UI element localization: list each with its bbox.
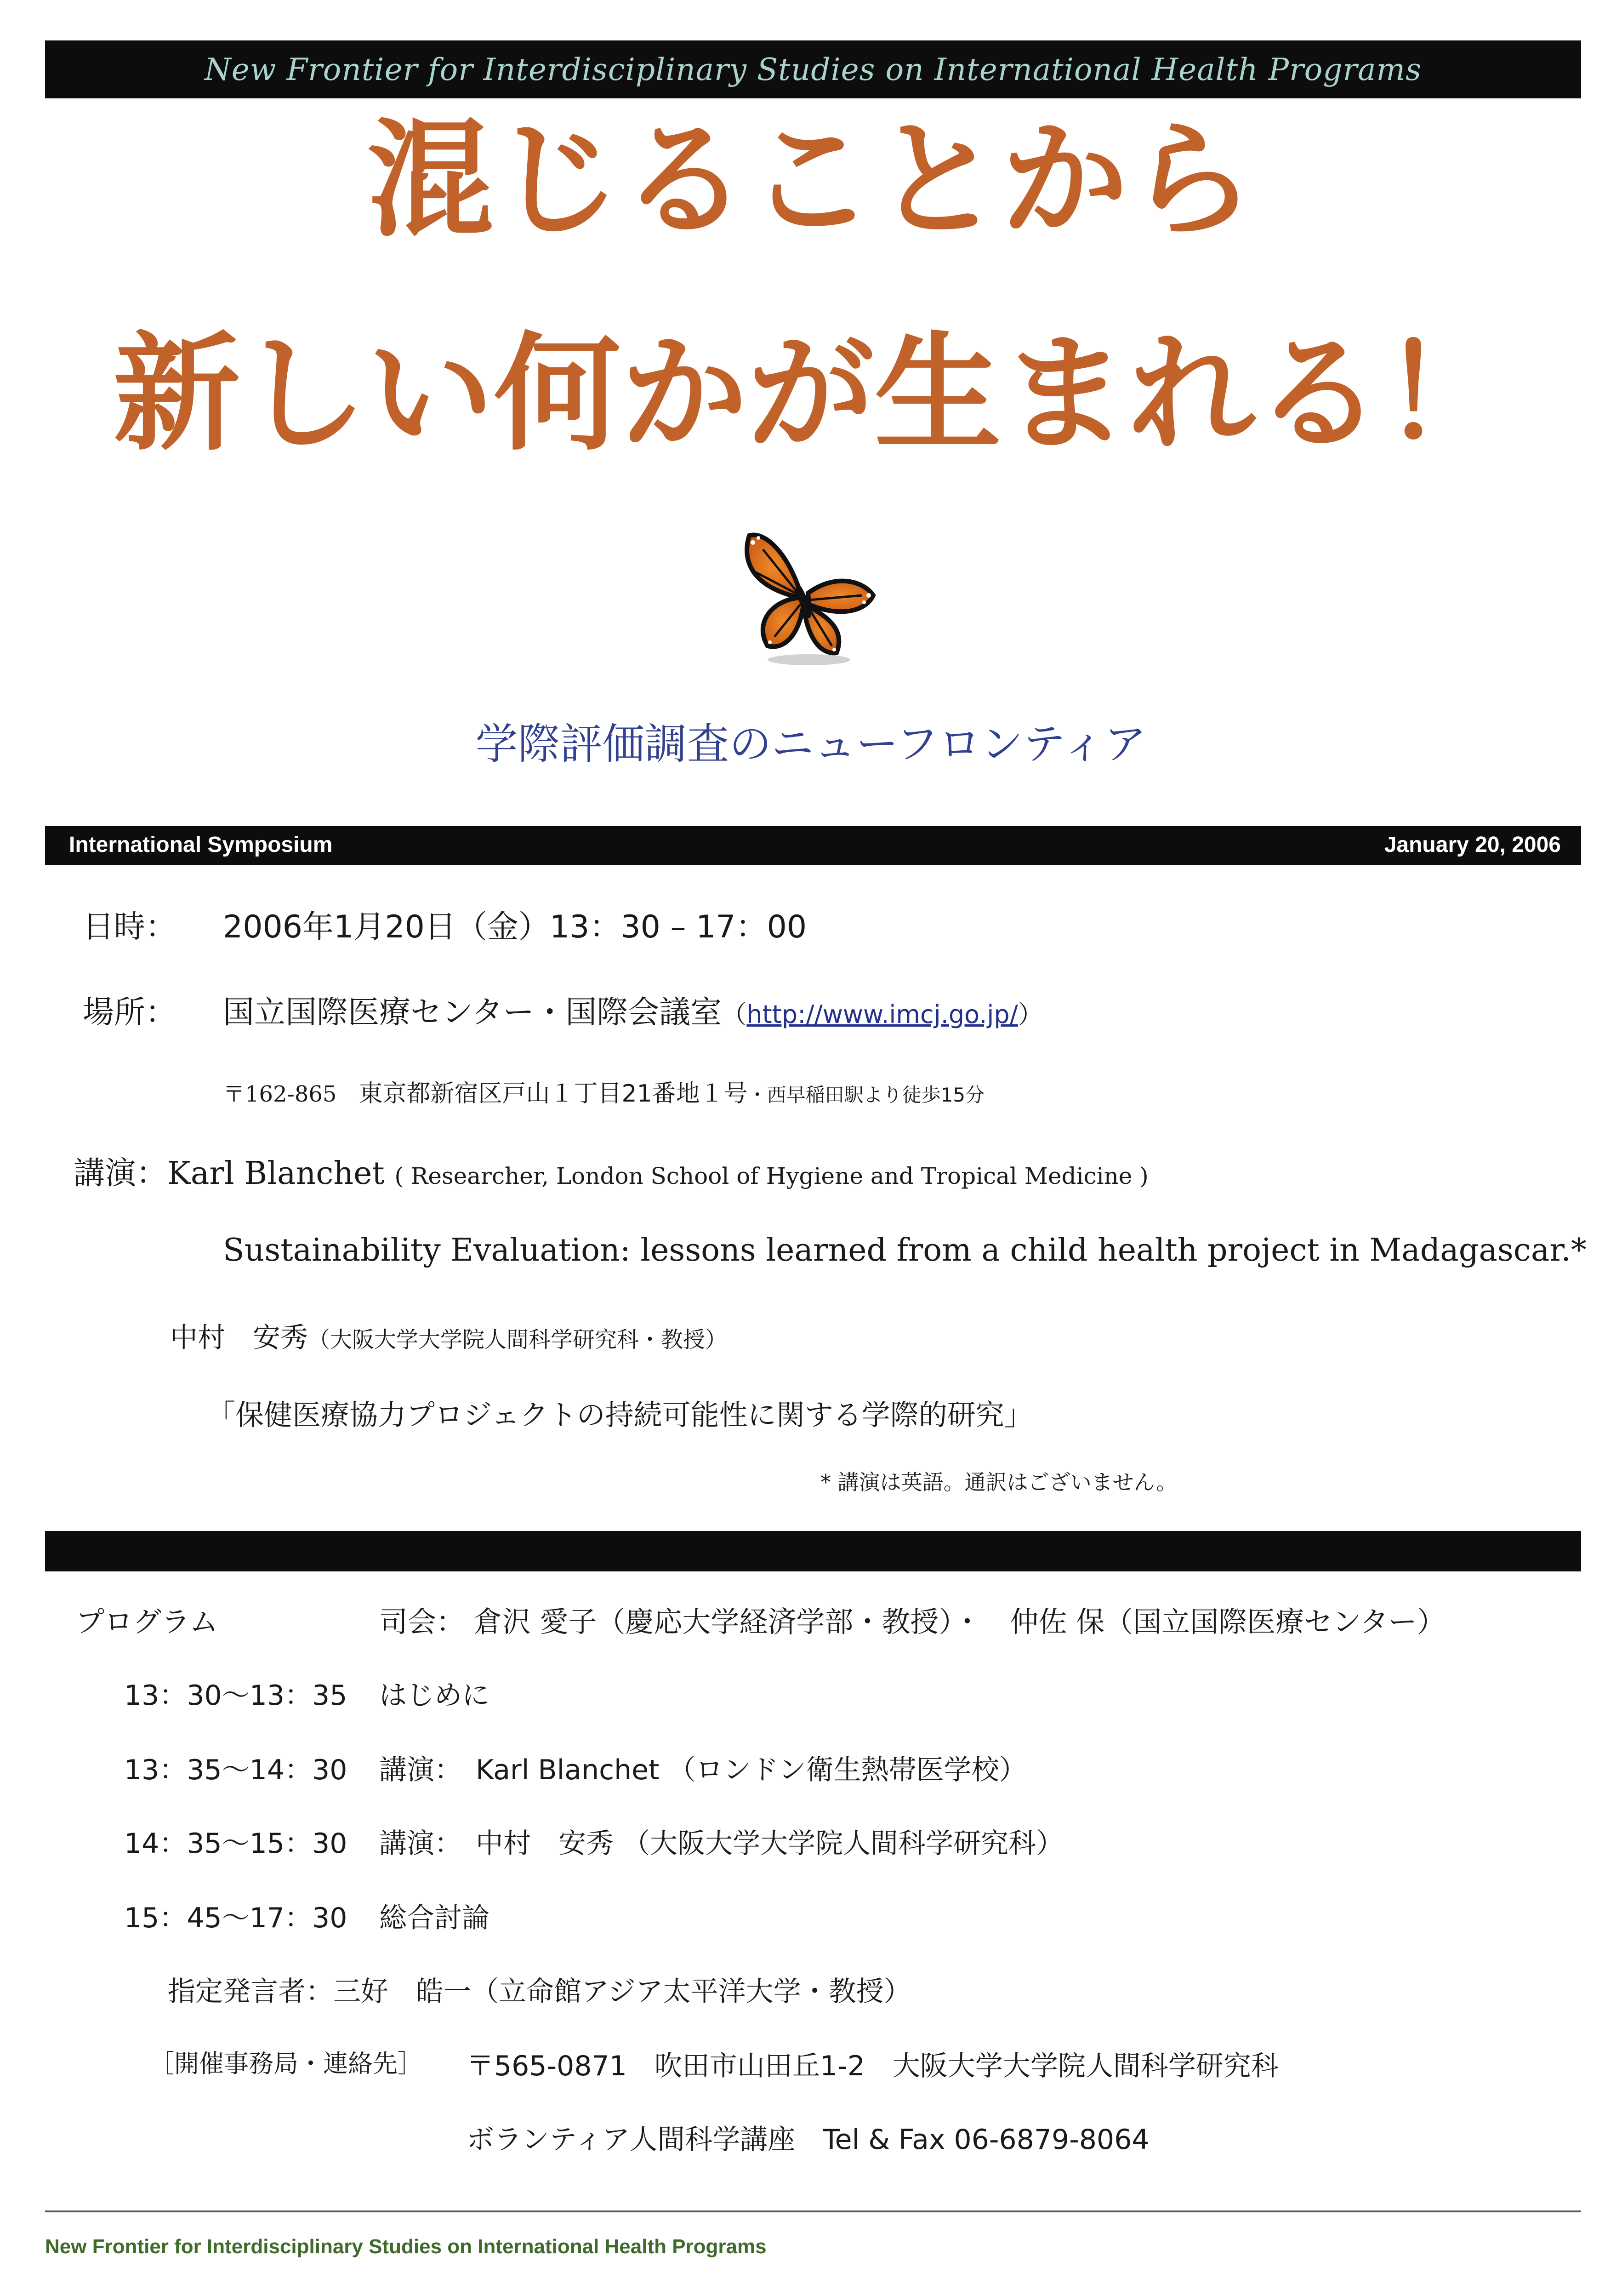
program-time-4: 15：45〜17：30 — [124, 1902, 347, 1934]
url-paren-open: （ — [722, 1000, 747, 1029]
program-item-1: はじめに — [379, 1679, 489, 1712]
program-label: プログラム — [76, 1605, 218, 1639]
program-item-3: 講演： 中村 安秀 （大阪大学大学院人間科学研究科） — [379, 1828, 1064, 1860]
lecture-label: 講演： — [74, 1155, 168, 1192]
contact-label: ［開催事務局・連絡先］ — [149, 2049, 422, 2078]
language-note: * 講演は英語。通訳はございません。 — [820, 1470, 1178, 1495]
speaker1-name: Karl Blanchet — [167, 1155, 385, 1192]
program-time-1: 13：30〜13：35 — [124, 1679, 347, 1712]
subtitle: 学際評価調査のニューフロンティア — [475, 720, 1147, 769]
program-time-3: 14：35〜15：30 — [124, 1828, 347, 1860]
top-banner — [45, 40, 1581, 98]
butterfly-icon — [731, 522, 882, 674]
symposium-date: January 20, 2006 — [1384, 833, 1561, 857]
address-postal: 〒162-865 — [223, 1081, 337, 1107]
address-access: ・西早稲田駅より徒歩15分 — [747, 1084, 985, 1106]
symposium-label: International Symposium — [69, 833, 333, 857]
address-line — [223, 1074, 985, 1108]
program-moderator: 司会： 倉沢 愛子（慶応大学経済学部・教授）・ 仲佐 保（国立国際医療センター） — [379, 1605, 1446, 1639]
program-item-2: 講演： Karl Blanchet （ロンドン衛生熱帯医学校） — [379, 1754, 1027, 1786]
place-value — [223, 988, 1043, 1032]
venue-link[interactable]: http://www.imcj.go.jp/ — [746, 1000, 1018, 1029]
symposium-bar — [45, 826, 1581, 865]
date-value: 2006年1月20日（金）13：30 – 17：00 — [223, 909, 807, 945]
program-item-4: 総合討論 — [379, 1902, 489, 1934]
speaker2-line — [170, 1316, 727, 1355]
program-divider-bar — [45, 1531, 1581, 1571]
designated-speaker: 指定発言者：三好 皓一（立命館アジア太平洋大学・教授） — [168, 1976, 911, 2008]
contact-address: 〒565-0871 吹田市山田丘1-2 大阪大学大学院人間科学研究科 — [467, 2050, 1279, 2082]
footer-title: New Frontier for Interdisciplinary Studies on International Health Programs — [45, 2235, 767, 2258]
speaker1-affiliation: ( Researcher, London School of Hygiene and Tropical Medicine ) — [394, 1163, 1149, 1189]
place-name: 国立国際医療センター・国際会議室 — [223, 994, 722, 1031]
headline-line-1: 混じることから — [367, 107, 1255, 254]
contact-phone: ボランティア人間科学講座 Tel & Fax 06-6879-8064 — [467, 2124, 1150, 2156]
date-label: 日時： — [83, 909, 177, 945]
speaker2-name: 中村 安秀 — [170, 1322, 308, 1354]
place-label: 場所： — [83, 994, 177, 1031]
footer-rule — [45, 2210, 1581, 2212]
speaker1-title: Sustainability Evaluation: lessons learned from a child health project in Madagascar.* — [223, 1232, 1587, 1268]
speaker2-affiliation: （大阪大学大学院人間科学研究科・教授） — [308, 1327, 728, 1353]
address-main: 東京都新宿区戸山１丁目21番地１号 — [359, 1080, 748, 1108]
headline-line-2: 新しい何かが生まれる！ — [113, 320, 1509, 468]
banner-title: New Frontier for Interdisciplinary Studies on International Health Programs — [205, 51, 1422, 87]
url-paren-close: ） — [1018, 1000, 1043, 1029]
program-time-2: 13：35〜14：30 — [124, 1754, 347, 1786]
speaker2-title: 「保健医療協力プロジェクトの持続可能性に関する学際的研究」 — [207, 1398, 1033, 1432]
lecture-line — [74, 1148, 1149, 1193]
